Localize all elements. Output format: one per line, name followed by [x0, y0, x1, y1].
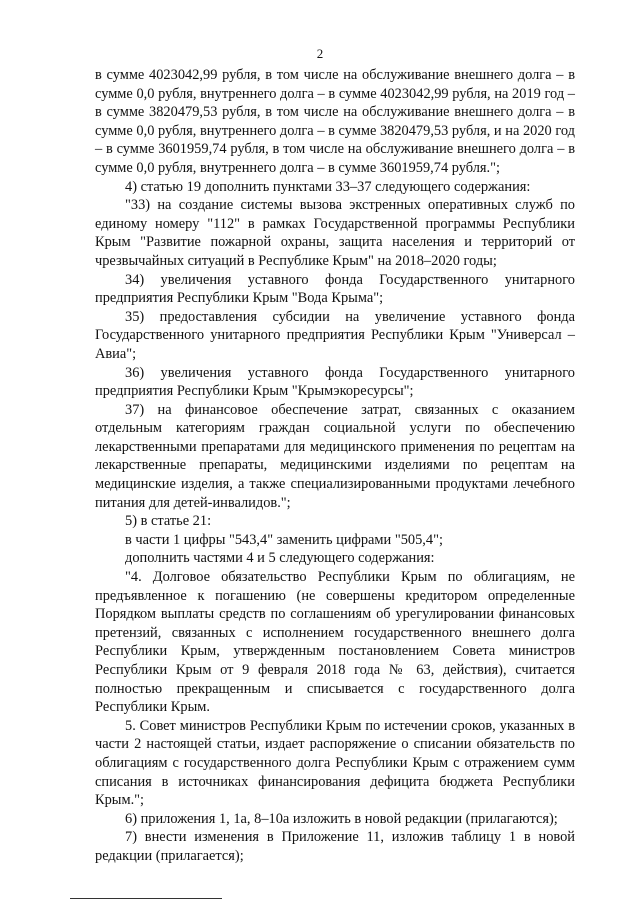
- document-body: [95, 66, 575, 866]
- paragraph-item-5: 5) в статье 21:: [125, 513, 212, 530]
- paragraph-point-35: 35) предоставления субсидии на увеличение уставного фонда Государственного унитарного предприятия Республики Крым "Универсал – Авиа";: [95, 308, 575, 362]
- footer-divider: [70, 898, 222, 899]
- paragraph-item-4: 4) статью 19 дополнить пунктами 33–37 следующего содержания:: [125, 178, 531, 195]
- paragraph-add-parts: дополнить частями 4 и 5 следующего содержания:: [125, 550, 435, 567]
- paragraph-part-4: "4. Долговое обязательство Республики Крым по облигациям, не предъявленное к погашению (не совершены кредитором определенные Порядком выплаты средств по соглашениям об урегулировании финансовых претензий, связанных с исполнением государственного внешнего долга Республики Крым, утвержденным постановлением Совета министров Республики Крым от 9 февраля 2018 года № 63, действия), считается полностью прекращенным и списывается с государственного долга Республики Крым.: [95, 569, 575, 716]
- page-number: 2: [316, 46, 324, 61]
- paragraph-budget-amounts: в сумме 4023042,99 рубля, в том числе на обслуживание внешнего долга – в сумме 0,0 рубля, внутреннего долга – в сумме 4023042,99 рубля, на 2019 год – в сумме 3820479,53 рубля, в том числе на обслуживание внешнего долга – в сумме 0,0 рубля, внутреннего долга – в сумме 3820479,53 рубля, и на 2020 год – в сумме 3601959,74 рубля, в том числе на обслуживание внешнего долга – в сумме 0,0 рубля, внутреннего долга – в сумме 3601959,74 рубля.";: [95, 67, 575, 176]
- paragraph-point-34: 34) увеличения уставного фонда Государственного унитарного предприятия Республики Крым "Вода Крыма";: [95, 271, 575, 307]
- paragraph-point-36: 36) увеличения уставного фонда Государственного унитарного предприятия Республики Крым "Крымэкоресурсы";: [95, 364, 575, 400]
- paragraph-point-37: 37) на финансовое обеспечение затрат, связанных с оказанием отдельным категориям граждан социальной услуги по обеспечению лекарственными препаратами для медицинского применения по рецептам на лекарственные препараты, медицинскими изделиями по рецептам на медицинские изделия, а также специализированными продуктами лечебного питания для детей-инвалидов.";: [95, 401, 575, 511]
- paragraph-item-6: 6) приложения 1, 1а, 8–10а изложить в новой редакции (прилагаются);: [125, 810, 558, 827]
- paragraph-part-1-change: в части 1 цифры "543,4" заменить цифрами "505,4";: [125, 531, 443, 548]
- paragraph-item-7: 7) внести изменения в Приложение 11, изложив таблицу 1 в новой редакции (прилагается);: [95, 829, 575, 864]
- paragraph-point-33: "33) на создание системы вызова экстренных оперативных служб по единому номеру "112" в рамках Государственной программы Республики Крым "Развитие пожарной охраны, защита населения и территорий от чрезвычайных ситуаций в Республике Крым" на 2018–2020 годы;: [95, 197, 575, 269]
- paragraph-part-5: 5. Совет министров Республики Крым по истечении сроков, указанных в части 2 настоящей статьи, издает распоряжение о списании обязательств по облигациям с государственного долга Республики Крым с отражением сумм списания в источниках финансирования дефицита бюджета Республики Крым.";: [95, 717, 575, 809]
